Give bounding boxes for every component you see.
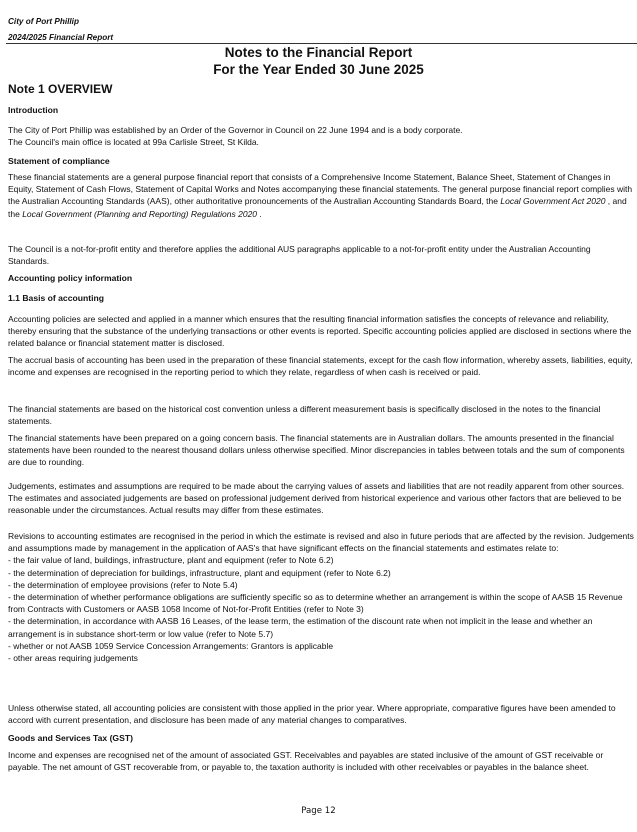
page-number: Page 12 [301, 806, 336, 816]
list-item: - the determination of whether performance obligations are sufficiently specific so as to determine whether an arrangement is within the scope of AASB 15 Revenue from Contracts with Customers or AASB 1058 Income of Not-for-Profit Entities (refer to Note 3) [8, 592, 623, 615]
compliance-para-2: The Council is a not-for-profit entity and therefore applies the additional AUS paragraphs applicable to a not-for-profit entity under the Australian Accounting Standards. [8, 244, 591, 267]
introduction-text [8, 124, 634, 148]
policy-paragraph-5 [8, 480, 634, 517]
policy-heading: Accounting policy information [8, 273, 133, 283]
gst-text: Income and expenses are recognised net of the amount of associated GST. Receivables and payables are stated inclusive of the amount of GST receivable or payable. The net amount of GST recoverable from, or payable to, the taxation authority is included with other receivables or payables in the balance sheet. [8, 750, 604, 773]
compliance-heading-block [8, 155, 634, 167]
policy-paragraph-4 [8, 432, 634, 469]
compliance-heading: Statement of compliance [8, 156, 110, 166]
local-government-regulations: Local Government (Planning and Reporting) Regulations 2020 [22, 208, 258, 219]
list-item: - other areas requiring judgements [8, 653, 138, 664]
policy-paragraph-7 [8, 702, 634, 726]
compliance-para-1-a: These financial statements are a general purpose financial report that consists of a Comprehensive Income Statement, Balance Sheet, Statement of Changes in Equity, Statement of Cash Flows, Statement of Capital Works and Notes accompanying these financial statements. The general purpose financial report complies with the Australian Accounting Standards (AAS), other authoritative pronouncements of the Australian Accounting Standards Board, the [8, 172, 633, 207]
basis-heading: 1.1 Basis of accounting [8, 293, 104, 303]
page-subtitle: For the Year Ended 30 June 2025 [213, 62, 424, 77]
basis-heading-block [8, 292, 634, 304]
policy-heading-block [8, 272, 634, 284]
policy-para-2: The accrual basis of accounting has been used in the preparation of these financial statements, except for the cash flow information, whereby assets, liabilities, equity, income and expenses are recognised in the reporting period to which they relate, regardless of when cash is received or paid. [8, 355, 633, 378]
policy-para-3: The financial statements are based on the historical cost convention unless a different measurement basis is specifically disclosed in the notes to the financial statements. [8, 404, 601, 427]
policy-para-7: Unless otherwise stated, all accounting policies are consistent with those applied in the prior year. Where appropriate, comparative figures have been amended to accord with current presentation, and disclosure has been made of any material changes to comparatives. [8, 703, 616, 726]
page-title: Notes to the Financial Report [224, 45, 413, 60]
list-item: - the fair value of land, buildings, infrastructure, plant and equipment (refer to Note 6.2) [8, 555, 334, 566]
policy-para-6: Revisions to accounting estimates are recognised in the period in which the estimate is revised and also in future periods that are affected by the revision. Judgements and assumptions made by management in the application of AAS's that have significant effects on the financial statements and estimates relate to: [8, 531, 634, 554]
introduction-line-2: The Council's main office is located at 99a Carlisle Street, St Kilda. [8, 137, 259, 148]
header-organisation: City of Port Phillip [8, 17, 79, 26]
policy-paragraph-1 [8, 313, 634, 350]
policy-para-5: Judgements, estimates and assumptions are required to be made about the carrying values of assets and liabilities that are not readily apparent from other sources. The estimates and associated judgements are based on professional judgement derived from historical experience and various other factors that are believed to be reasonable under the circumstances. Actual results may differ from these estimates. [8, 481, 625, 516]
introduction-line-1: The City of Port Phillip was established by an Order of the Governor in Council on 22 June 1994 and is a body corporate. [8, 125, 463, 135]
policy-paragraph-2 [8, 354, 634, 378]
list-item: - the determination of depreciation for buildings, infrastructure, plant and equipment (refer to Note 6.2) [8, 567, 391, 578]
gst-heading-block [8, 732, 634, 744]
policy-paragraph-3 [8, 403, 634, 427]
policy-para-1: Accounting policies are selected and applied in a manner which ensures that the resulting financial information satisfies the concepts of relevance and reliability, thereby ensuring that the substance of the underlying transactions or other events is reported. Specific accounting policies applied are disclosed in sections where the related balance or financial statement matter is disclosed. [8, 314, 632, 349]
note-heading: Note 1 OVERVIEW [8, 82, 113, 96]
compliance-para-1-b: , and the [8, 196, 627, 219]
gst-heading: Goods and Services Tax (GST) [8, 733, 133, 743]
policy-paragraph-6 [8, 530, 634, 664]
header-report: 2024/2025 Financial Report [8, 33, 114, 42]
policy-para-4: The financial statements have been prepared on a going concern basis. The financial statements are in Australian dollars. The amounts presented in the financial statements have been rounded to the nearest thousand dollars unless otherwise specified. Minor discrepancies in tables between totals and the sum of components are due to rounding. [8, 433, 625, 468]
introduction-section [8, 104, 634, 116]
compliance-para-1 [8, 171, 634, 220]
gst-paragraph [8, 749, 634, 773]
compliance-paragraph-1 [8, 171, 634, 220]
list-item: - the determination of employee provisions (refer to Note 5.4) [8, 579, 238, 590]
header-divider [6, 43, 637, 44]
compliance-para-1-c: . [257, 208, 262, 219]
compliance-paragraph-2 [8, 243, 634, 267]
list-item: - whether or not AASB 1059 Service Concession Arrangements: Grantors is applicable [8, 640, 334, 651]
introduction-heading: Introduction [8, 105, 59, 115]
list-item: - the determination, in accordance with AASB 16 Leases, of the lease term, the estimation of the discount rate when not implicit in the lease and whether an arrangement is in substance short-term or low value (refer to Note 5.7) [8, 616, 593, 639]
local-government-act: Local Government Act 2020 [500, 196, 606, 207]
